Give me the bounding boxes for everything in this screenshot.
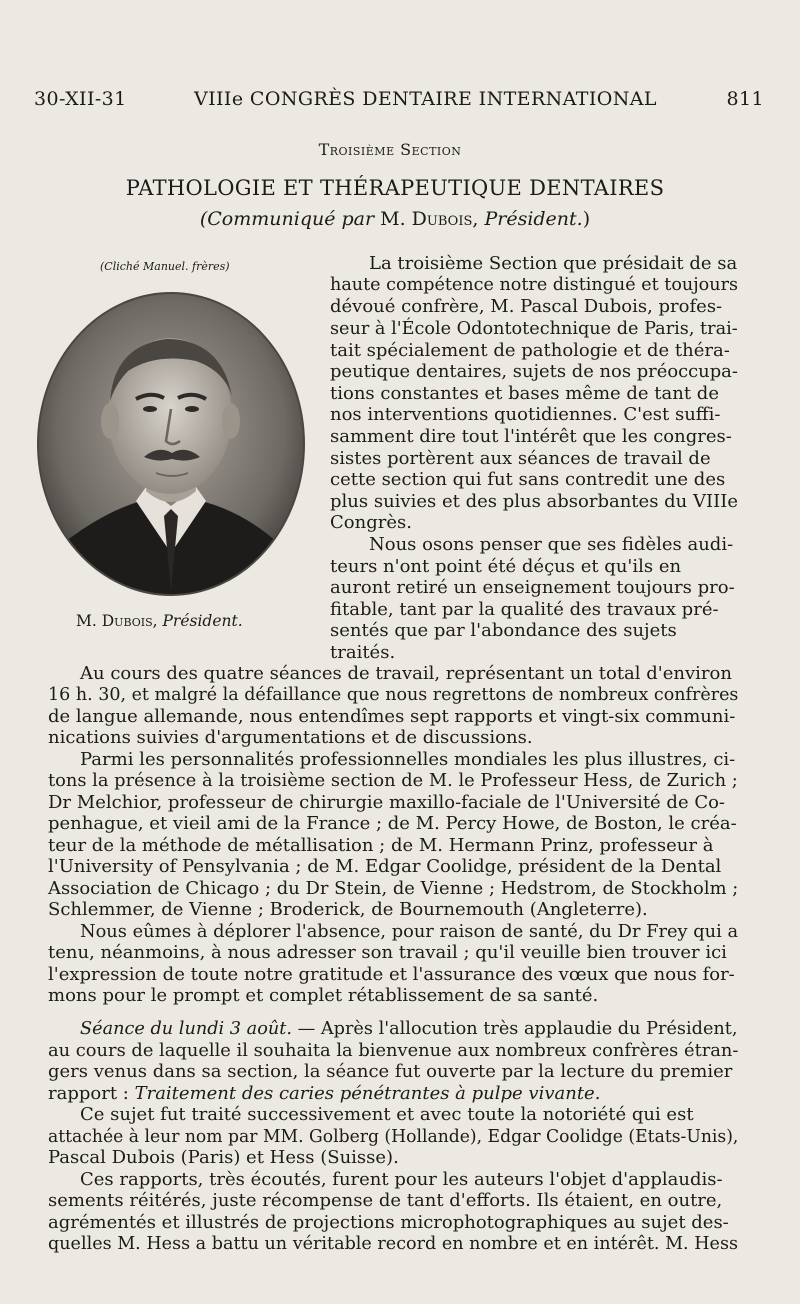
body-line: Congrès.	[330, 512, 412, 533]
byline-role: Président.	[484, 208, 583, 230]
body-line: haute compétence notre distingué et toujours	[330, 274, 738, 295]
body-line: quelles M. Hess a battu un véritable record en nombre et en intérêt. M. Hess	[48, 1233, 738, 1254]
body-line: traités.	[330, 642, 396, 663]
body-line: tions constantes et bases même de tant de	[330, 383, 719, 404]
caption-role: Président.	[162, 612, 243, 630]
body-line: agrémentés et illustrés de projections microphotographiques au sujet des-	[48, 1212, 729, 1233]
body-line: auront retiré un enseignement toujours pro-	[330, 577, 735, 598]
body-line: Nous eûmes à déplorer l'absence, pour raison de santé, du Dr Frey qui a	[80, 921, 739, 942]
body-line: Au cours des quatre séances de travail, représentant un total d'environ	[80, 663, 732, 684]
body-line: attachée à leur nom par MM. Golberg (Hollande), Edgar Coolidge (Etats-Unis),	[48, 1126, 739, 1147]
body-line: dévoué confrère, M. Pascal Dubois, profes-	[330, 296, 723, 317]
body-line: seur à l'École Odontotechnique de Paris, trai-	[330, 318, 738, 339]
body-line: Parmi les personnalités professionnelles mondiales les plus illustres, ci-	[80, 749, 736, 770]
body-line: peutique dentaires, sujets de nos préoccupa-	[330, 361, 738, 382]
body-line: nos interventions quotidiennes. C'est suffi-	[330, 404, 721, 425]
body-line	[80, 1018, 738, 1039]
body-line: plus suivies et des plus absorbantes du VIIIe	[330, 491, 738, 512]
byline-name: Dubois,	[411, 208, 479, 230]
session-text: — Après l'allocution très applaudie du Président,	[291, 1018, 738, 1039]
section-label: Troisième Section	[318, 140, 462, 159]
byline	[0, 208, 790, 230]
body-line: tait spécialement de pathologie et de théra-	[330, 340, 730, 361]
caption-name: Dubois,	[101, 612, 158, 630]
body-line: La troisième Section que présidait de sa	[369, 253, 738, 274]
body-line: Pascal Dubois (Paris) et Hess (Suisse).	[48, 1147, 399, 1168]
photo-credit: (Cliché Manuel. frères)	[100, 260, 230, 273]
body-line: fitable, tant par la qualité des travaux pré-	[330, 599, 719, 620]
session-heading: Séance du lundi 3 août.	[80, 1018, 292, 1039]
body-line: sistes portèrent aux séances de travail de	[330, 448, 711, 469]
byline-prefix: (Communiqué par	[199, 208, 375, 230]
body-line: penhague, et vieil ami de la France ; de M. Percy Howe, de Boston, le créa-	[48, 813, 737, 834]
body-line: gers venus dans sa section, la séance fut ouverte par la lecture du premier	[48, 1061, 733, 1082]
body-line: sentés que par l'abondance des sujets	[330, 620, 677, 641]
byline-close: )	[582, 208, 591, 230]
body-line: cette section qui fut sans contredit une des	[330, 469, 726, 490]
body-line	[48, 1083, 600, 1104]
body-line: de langue allemande, nous entendîmes sept rapports et vingt-six communi-	[48, 706, 736, 727]
body-line: Dr Melchior, professeur de chirurgie maxillo-faciale de l'Université de Co-	[48, 792, 726, 813]
body-line: Association de Chicago ; du Dr Stein, de Vienne ; Hedstrom, de Stockholm ;	[48, 878, 739, 899]
body-line: au cours de laquelle il souhaita la bienvenue aux nombreux confrères étran-	[48, 1040, 739, 1061]
body-line: 16 h. 30, et malgré la défaillance que nous regrettons de nombreux confrères	[48, 684, 739, 705]
report-title: Traitement des caries pénétrantes à pulpe vivante.	[134, 1083, 601, 1104]
body-line: teurs n'ont point été déçus et qu'ils en	[330, 556, 682, 577]
body-line: Ces rapports, très écoutés, furent pour les auteurs l'objet d'applaudis-	[80, 1169, 723, 1190]
body-line: Ce sujet fut traité successivement et avec toute la notoriété qui est	[80, 1104, 694, 1125]
report-prefix: rapport :	[48, 1083, 135, 1104]
body-line: nications suivies d'argumentations et de discussions.	[48, 727, 533, 748]
body-line: l'University of Pensylvania ; de M. Edgar Coolidge, président de la Dental	[48, 856, 722, 877]
running-head	[34, 88, 764, 118]
issue-date: 30-XII-31	[34, 88, 127, 110]
body-line: samment dire tout l'intérêt que les congres-	[330, 426, 732, 447]
body-line: l'expression de toute notre gratitude et l'assurance des vœux que nous for-	[48, 964, 735, 985]
body-line: sements réitérés, juste récompense de tant d'efforts. Ils étaient, en outre,	[48, 1190, 723, 1211]
body-line: mons pour le prompt et complet rétablissement de sa santé.	[48, 985, 599, 1006]
body-line: teur de la méthode de métallisation ; de M. Hermann Prinz, professeur à	[48, 835, 714, 856]
photo-caption	[76, 612, 243, 630]
portrait-photo	[36, 291, 306, 597]
body-line: tons la présence à la troisième section de M. le Professeur Hess, de Zurich ;	[48, 770, 738, 791]
body-line: Nous osons penser que ses fidèles audi-	[369, 534, 734, 555]
article-title: PATHOLOGIE ET THÉRAPEUTIQUE DENTAIRES	[125, 176, 665, 200]
byline-m: M.	[380, 208, 406, 230]
body-line: Schlemmer, de Vienne ; Broderick, de Bournemouth (Angleterre).	[48, 899, 648, 920]
journal-title: VIIIe CONGRÈS DENTAIRE INTERNATIONAL	[194, 88, 657, 110]
body-line: tenu, néanmoins, à nous adresser son travail ; qu'il veuille bien trouver ici	[48, 942, 727, 963]
page-number: 811	[726, 88, 764, 110]
caption-m: M.	[76, 612, 97, 630]
